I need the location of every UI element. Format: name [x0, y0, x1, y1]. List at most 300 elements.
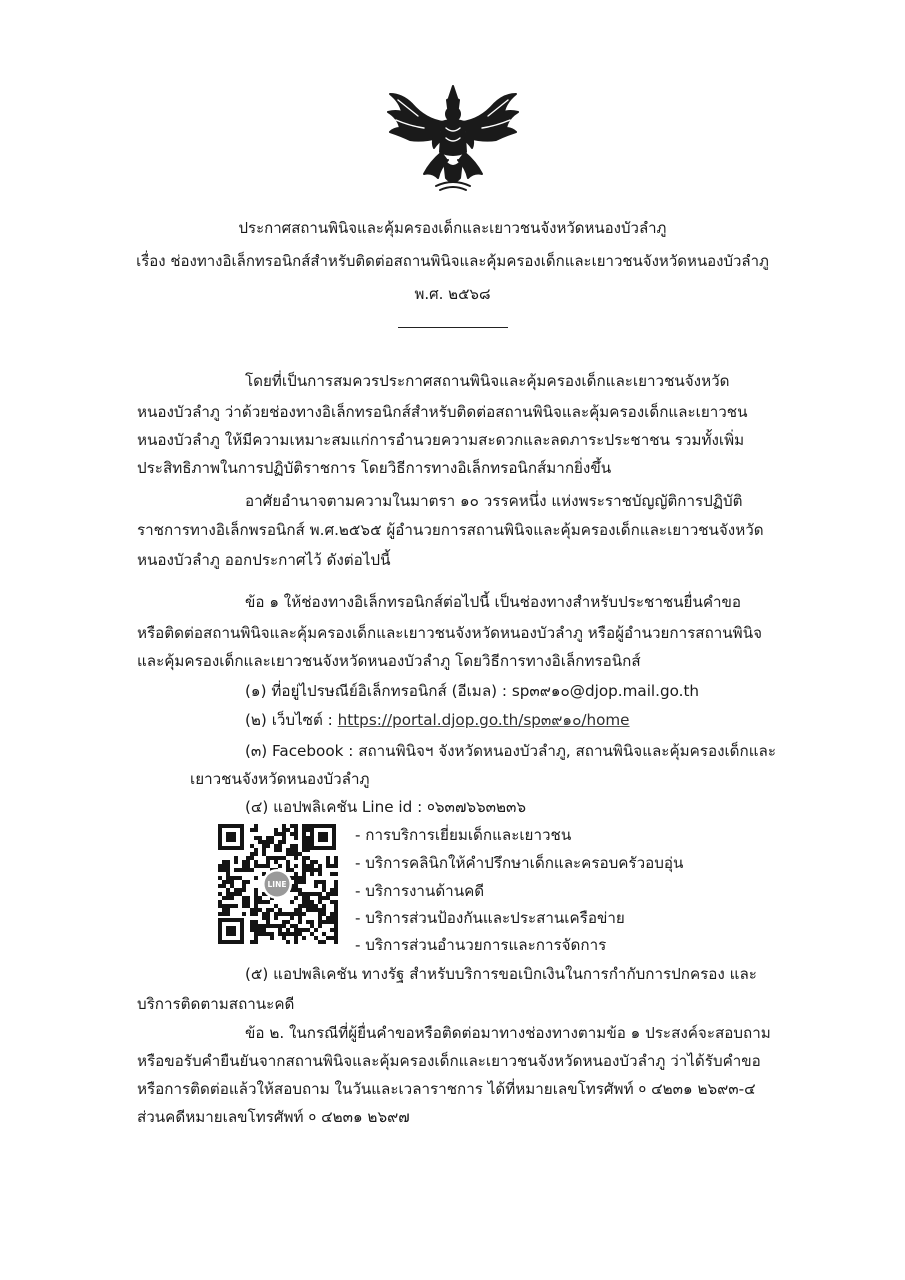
qr-module — [266, 920, 270, 924]
qr-module — [294, 872, 298, 876]
qr-module — [314, 868, 318, 872]
qr-module — [334, 904, 338, 908]
qr-module — [250, 908, 254, 912]
qr-module — [298, 892, 302, 896]
qr-module — [318, 872, 322, 876]
qr-module — [226, 868, 230, 872]
qr-module — [282, 836, 286, 840]
qr-module — [278, 848, 282, 852]
qr-module — [234, 876, 238, 880]
qr-module — [334, 916, 338, 920]
qr-module — [294, 856, 298, 860]
qr-module — [226, 876, 230, 880]
facebook-item-cont: เยาวชนจังหวัดหนองบัวลำภู — [190, 770, 370, 788]
clause2-line: หรือการติดต่อแล้วให้สอบถาม ในวันและเวลาราชการ ได้ที่หมายเลขโทรศัพท์ ० ๔๒๓๑ ๒๖๙๓-๔ — [137, 1080, 756, 1098]
qr-module — [306, 908, 310, 912]
qr-module — [226, 896, 230, 900]
qr-module — [262, 928, 266, 932]
qr-module — [226, 880, 230, 884]
qr-module — [310, 908, 314, 912]
thangrat-item: (๕) แอปพลิเคชัน ทางรัฐ สำหรับบริการขอเบิกเงินในการกำกับการปกครอง และ — [245, 965, 757, 983]
qr-module — [246, 904, 250, 908]
qr-module — [254, 928, 258, 932]
qr-module — [278, 832, 282, 836]
qr-module — [246, 864, 250, 868]
qr-module — [306, 844, 310, 848]
qr-module — [330, 888, 334, 892]
qr-module — [258, 840, 262, 844]
qr-module — [222, 904, 226, 908]
qr-module — [262, 900, 266, 904]
qr-module — [282, 932, 286, 936]
qr-module — [258, 908, 262, 912]
qr-module — [294, 836, 298, 840]
qr-module — [302, 836, 306, 840]
qr-module — [334, 920, 338, 924]
qr-module — [334, 912, 338, 916]
qr-module — [254, 904, 258, 908]
announcement-subject: เรื่อง ช่องทางอิเล็กทรอนิกส์สำหรับติดต่อสถานพินิจและคุ้มครองเด็กและเยาวชนจังหวัดหนองบัวลำภู — [136, 252, 769, 270]
qr-module — [262, 844, 266, 848]
qr-module — [286, 828, 290, 832]
qr-module — [306, 864, 310, 868]
qr-module — [306, 836, 310, 840]
qr-module — [330, 912, 334, 916]
qr-module — [282, 824, 286, 828]
qr-module — [298, 904, 302, 908]
qr-module — [294, 832, 298, 836]
qr-module — [238, 876, 242, 880]
facebook-item: (๓) Facebook : สถานพินิจฯ จังหวัดหนองบัวลำภู, สถานพินิจและคุ้มครองเด็กและ — [245, 742, 776, 760]
qr-module — [310, 868, 314, 872]
qr-module — [322, 896, 326, 900]
qr-module — [334, 908, 338, 912]
qr-module — [306, 848, 310, 852]
clause2-line: ข้อ ๒. ในกรณีที่ผู้ยื่นคำขอหรือติดต่อมาทางช่องทางตามข้อ ๑ ประสงค์จะสอบถาม — [245, 1024, 771, 1042]
qr-module — [334, 856, 338, 860]
qr-module — [218, 868, 222, 872]
qr-module — [254, 828, 258, 832]
qr-module — [290, 868, 294, 872]
qr-module — [290, 824, 294, 828]
qr-module — [322, 940, 326, 944]
qr-module — [234, 888, 238, 892]
qr-module — [294, 848, 298, 852]
qr-module — [314, 904, 318, 908]
qr-module — [302, 912, 306, 916]
qr-module — [294, 940, 298, 944]
qr-module — [254, 860, 258, 864]
qr-module — [282, 856, 286, 860]
qr-module — [302, 828, 306, 832]
qr-module — [322, 908, 326, 912]
qr-module — [278, 908, 282, 912]
qr-module — [278, 928, 282, 932]
qr-module — [298, 880, 302, 884]
qr-module — [254, 888, 258, 892]
qr-module — [294, 880, 298, 884]
qr-module — [230, 880, 234, 884]
qr-module — [230, 892, 234, 896]
qr-module — [298, 912, 302, 916]
clause1-line: ข้อ ๑ ให้ช่องทางอิเล็กทรอนิกส์ต่อไปนี้ เป็นช่องทางสำหรับประชาชนยื่นคำขอ — [245, 593, 742, 611]
qr-module — [294, 864, 298, 868]
qr-module — [334, 860, 338, 864]
service-item: - บริการส่วนป้องกันและประสานเครือข่าย — [355, 909, 625, 927]
qr-module — [278, 924, 282, 928]
qr-module — [330, 928, 334, 932]
qr-module — [322, 904, 326, 908]
qr-module — [242, 880, 246, 884]
qr-module — [298, 876, 302, 880]
qr-module — [298, 932, 302, 936]
qr-module — [266, 916, 270, 920]
qr-module — [270, 932, 274, 936]
qr-module — [302, 896, 306, 900]
qr-module — [302, 864, 306, 868]
qr-module — [306, 856, 310, 860]
qr-module — [254, 876, 258, 880]
qr-module — [254, 836, 258, 840]
qr-module — [302, 844, 306, 848]
authority-line: หนองบัวลำภู ออกประกาศไว้ ดังต่อไปนี้ — [137, 551, 391, 569]
qr-module — [262, 916, 266, 920]
qr-module — [322, 920, 326, 924]
qr-module — [230, 884, 234, 888]
qr-module — [274, 844, 278, 848]
qr-module — [274, 924, 278, 928]
qr-module — [290, 924, 294, 928]
qr-module — [282, 936, 286, 940]
qr-module — [322, 884, 326, 888]
qr-module — [254, 908, 258, 912]
qr-module — [310, 900, 314, 904]
qr-module — [314, 908, 318, 912]
qr-module — [318, 912, 322, 916]
qr-module — [294, 932, 298, 936]
clause2-line: หรือขอรับคำยืนยันจากสถานพินิจและคุ้มครองเด็กและเยาวชนจังหวัดหนองบัวลำภู ว่าได้รับคำขอ — [137, 1052, 761, 1070]
clause1-line: หรือติดต่อสถานพินิจและคุ้มครองเด็กและเยาวชนจังหวัดหนองบัวลำภู หรือผู้อำนวยการสถานพินิจ — [137, 624, 762, 642]
qr-module — [302, 872, 306, 876]
qr-module — [326, 896, 330, 900]
qr-module — [226, 904, 230, 908]
qr-module — [302, 892, 306, 896]
qr-module — [330, 892, 334, 896]
qr-module — [250, 912, 254, 916]
qr-module — [318, 920, 322, 924]
preamble-line: หนองบัวลำภู ว่าด้วยช่องทางอิเล็กทรอนิกส์สำหรับติดต่อสถานพินิจและคุ้มครองเด็กและเยาวชน — [137, 403, 748, 421]
qr-module — [226, 908, 230, 912]
qr-module — [314, 860, 318, 864]
qr-module — [222, 860, 226, 864]
qr-module — [250, 920, 254, 924]
clause2-line: ส่วนคดีหมายเลขโทรศัพท์ ० ๔๒๓๑ ๒๖๙๗ — [137, 1108, 410, 1126]
qr-module — [246, 900, 250, 904]
qr-module — [278, 932, 282, 936]
qr-module — [302, 876, 306, 880]
qr-module — [226, 864, 230, 868]
qr-module — [302, 900, 306, 904]
qr-module — [250, 940, 254, 944]
qr-module — [318, 892, 322, 896]
qr-module — [238, 888, 242, 892]
qr-module — [286, 852, 290, 856]
qr-module — [218, 884, 222, 888]
qr-module — [258, 928, 262, 932]
qr-module — [302, 840, 306, 844]
garuda-emblem-icon — [378, 82, 528, 194]
qr-module — [258, 924, 262, 928]
qr-module — [318, 940, 322, 944]
website-link[interactable]: https://portal.djop.go.th/sp๓๙๑๐/home — [337, 711, 630, 729]
qr-module — [274, 828, 278, 832]
qr-module — [286, 868, 290, 872]
qr-module — [302, 848, 306, 852]
qr-module — [278, 856, 282, 860]
qr-module — [294, 884, 298, 888]
qr-module — [230, 904, 234, 908]
qr-module — [290, 852, 294, 856]
qr-module — [254, 852, 258, 856]
qr-module — [262, 912, 266, 916]
qr-module — [310, 892, 314, 896]
qr-module — [274, 856, 278, 860]
website-item — [245, 709, 630, 731]
qr-module — [278, 864, 282, 868]
qr-module — [322, 932, 326, 936]
qr-module — [286, 864, 290, 868]
qr-module — [286, 920, 290, 924]
qr-module — [222, 908, 226, 912]
qr-module — [258, 932, 262, 936]
qr-module — [286, 932, 290, 936]
qr-module — [222, 868, 226, 872]
qr-module — [242, 896, 246, 900]
qr-module — [230, 896, 234, 900]
qr-module — [294, 924, 298, 928]
qr-module — [306, 868, 310, 872]
qr-module — [302, 880, 306, 884]
qr-module — [306, 824, 310, 828]
line-id-item: (๔) แอปพลิเคชัน Line id : ०๖๓๗๖๖๓๒๓๖ — [245, 798, 527, 816]
qr-module — [326, 860, 330, 864]
qr-module — [294, 888, 298, 892]
qr-module — [310, 904, 314, 908]
announcement-title: ประกาศสถานพินิจและคุ้มครองเด็กและเยาวชนจังหวัดหนองบัวลำภู — [238, 219, 667, 237]
qr-module — [298, 928, 302, 932]
qr-module — [266, 860, 270, 864]
qr-module — [254, 940, 258, 944]
qr-module — [234, 860, 238, 864]
qr-module — [318, 896, 322, 900]
qr-module — [254, 824, 258, 828]
qr-module — [262, 848, 266, 852]
qr-module — [246, 856, 250, 860]
qr-module — [302, 904, 306, 908]
qr-module — [270, 936, 274, 940]
qr-module — [222, 912, 226, 916]
qr-module — [266, 856, 270, 860]
qr-module — [242, 900, 246, 904]
qr-module — [218, 892, 222, 896]
qr-module — [274, 848, 278, 852]
qr-module — [218, 876, 222, 880]
preamble-line: ประสิทธิภาพในการปฏิบัติราชการ โดยวิธีการทางอิเล็กทรอนิกส์มากยิ่งขึ้น — [137, 459, 612, 477]
qr-module — [310, 860, 314, 864]
qr-module — [270, 856, 274, 860]
title-divider — [398, 327, 508, 328]
qr-module — [326, 936, 330, 940]
qr-module — [266, 924, 270, 928]
qr-module — [310, 864, 314, 868]
qr-module — [266, 932, 270, 936]
email-item: (๑) ที่อยู่ไปรษณีย์อิเล็กทรอนิกส์ (อีเมล) : sp๓๙๑๐@djop.mail.go.th — [245, 682, 700, 700]
qr-module — [282, 920, 286, 924]
line-qr-code[interactable] — [216, 822, 338, 946]
qr-module — [334, 888, 338, 892]
qr-module — [334, 936, 338, 940]
qr-module — [250, 868, 254, 872]
qr-module — [326, 856, 330, 860]
qr-module — [326, 920, 330, 924]
qr-module — [278, 912, 282, 916]
qr-module — [322, 888, 326, 892]
qr-module — [246, 868, 250, 872]
qr-module — [298, 852, 302, 856]
authority-line: อาศัยอำนาจตามความในมาตรา ๑๐ วรรคหนึ่ง แห่งพระราชบัญญัติการปฏิบัติ — [245, 492, 743, 510]
qr-module — [238, 868, 242, 872]
qr-module — [302, 860, 306, 864]
qr-module — [302, 856, 306, 860]
qr-module — [270, 840, 274, 844]
qr-module — [234, 904, 238, 908]
qr-module — [250, 828, 254, 832]
qr-module — [242, 864, 246, 868]
line-logo-text: LINE — [267, 880, 287, 889]
qr-module — [294, 908, 298, 912]
qr-module — [286, 912, 290, 916]
qr-module — [318, 868, 322, 872]
qr-module — [306, 920, 310, 924]
qr-module — [298, 920, 302, 924]
qr-module — [274, 832, 278, 836]
qr-module — [254, 936, 258, 940]
service-item: - การบริการเยี่ยมเด็กและเยาวชน — [355, 826, 572, 844]
qr-module — [290, 900, 294, 904]
qr-module — [246, 896, 250, 900]
qr-module — [254, 920, 258, 924]
qr-module — [286, 940, 290, 944]
qr-module — [318, 908, 322, 912]
qr-module — [250, 856, 254, 860]
website-label: (๒) เว็บไซต์ : — [245, 711, 338, 729]
qr-module — [262, 840, 266, 844]
qr-module — [298, 908, 302, 912]
qr-module — [254, 900, 258, 904]
announcement-year: พ.ศ. ๒๕๖๘ — [414, 285, 491, 303]
qr-module — [302, 936, 306, 940]
qr-module — [282, 828, 286, 832]
qr-module — [282, 912, 286, 916]
qr-module — [254, 896, 258, 900]
qr-module — [266, 900, 270, 904]
qr-module — [238, 892, 242, 896]
qr-module — [314, 928, 318, 932]
qr-module — [314, 884, 318, 888]
qr-module — [290, 912, 294, 916]
qr-module — [226, 912, 230, 916]
qr-module — [334, 864, 338, 868]
authority-line: ราชการทางอิเล็กพรอนิกส์ พ.ศ.๒๕๖๕ ผู้อำนวยการสถานพินิจและคุ้มครองเด็กและเยาวชนจังหวัด — [137, 521, 764, 539]
service-item: - บริการคลินิกให้คำปรึกษาเด็กและครอบครัวอบอุ่น — [355, 854, 684, 872]
qr-module — [274, 912, 278, 916]
qr-module — [302, 868, 306, 872]
qr-module — [294, 896, 298, 900]
qr-module — [330, 916, 334, 920]
qr-module — [278, 840, 282, 844]
qr-module — [246, 860, 250, 864]
qr-module — [334, 924, 338, 928]
qr-module — [282, 924, 286, 928]
qr-module — [302, 824, 306, 828]
qr-module — [330, 920, 334, 924]
qr-module — [262, 932, 266, 936]
qr-module — [290, 932, 294, 936]
qr-module — [226, 872, 230, 876]
qr-module — [330, 864, 334, 868]
qr-module — [266, 912, 270, 916]
qr-module — [302, 832, 306, 836]
qr-module — [250, 852, 254, 856]
qr-module — [222, 864, 226, 868]
qr-module — [294, 876, 298, 880]
qr-module — [290, 916, 294, 920]
qr-module — [242, 904, 246, 908]
qr-module — [274, 904, 278, 908]
qr-module — [226, 888, 230, 892]
qr-module — [334, 892, 338, 896]
qr-module — [222, 896, 226, 900]
qr-module — [290, 832, 294, 836]
qr-module — [262, 852, 266, 856]
qr-module — [306, 840, 310, 844]
qr-module — [222, 880, 226, 884]
qr-module — [218, 912, 222, 916]
qr-module — [226, 860, 230, 864]
qr-module — [294, 852, 298, 856]
qr-module — [250, 924, 254, 928]
qr-module — [310, 872, 314, 876]
qr-module — [322, 912, 326, 916]
qr-module — [242, 860, 246, 864]
qr-module — [286, 860, 290, 864]
qr-module — [274, 860, 278, 864]
qr-module — [254, 892, 258, 896]
qr-module — [318, 864, 322, 868]
qr-module — [302, 928, 306, 932]
qr-module — [334, 928, 338, 932]
qr-module — [242, 868, 246, 872]
qr-module — [318, 900, 322, 904]
qr-module — [314, 936, 318, 940]
qr-module — [298, 916, 302, 920]
qr-module — [326, 916, 330, 920]
qr-module — [310, 924, 314, 928]
qr-module — [254, 912, 258, 916]
qr-module — [226, 892, 230, 896]
qr-module — [318, 880, 322, 884]
service-item: - บริการส่วนอำนวยการและการจัดการ — [355, 936, 607, 954]
